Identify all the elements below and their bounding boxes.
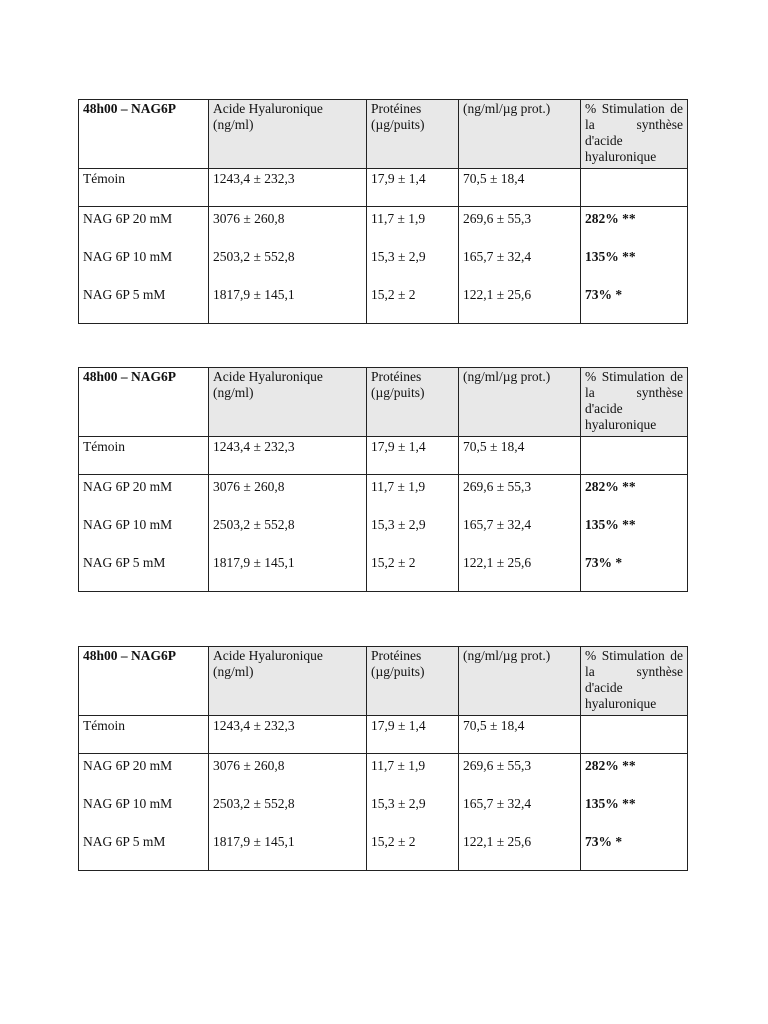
treatment-proteins: 15,3 ± 2,9 bbox=[371, 249, 426, 264]
control-row bbox=[79, 716, 688, 754]
treatment-name: NAG 6P 10 mM bbox=[83, 517, 173, 532]
treatment-hyaluronic-acid: 1817,9 ± 145,1 bbox=[213, 287, 295, 302]
control-row bbox=[79, 437, 688, 475]
treatment-ratio: 122,1 ± 25,6 bbox=[463, 555, 532, 570]
condition-label: 48h00 – NAG6P bbox=[79, 647, 209, 716]
treatment-name: NAG 6P 5 mM bbox=[83, 287, 166, 302]
treatment-stimulation: 73% * bbox=[585, 834, 623, 849]
treatment-rows bbox=[79, 207, 688, 324]
control-hyaluronic-acid: 1243,4 ± 232,3 bbox=[209, 437, 367, 475]
header-proteins: Protéines (µg/puits) bbox=[367, 100, 459, 169]
header-stimulation: % Stimulation de la synthèse d'acide hyaluronique bbox=[581, 647, 688, 716]
control-ratio: 70,5 ± 18,4 bbox=[459, 716, 581, 754]
treatment-proteins: 11,7 ± 1,9 bbox=[371, 479, 426, 494]
treatment-name: NAG 6P 20 mM bbox=[83, 479, 173, 494]
condition-label: 48h00 – NAG6P bbox=[79, 368, 209, 437]
header-stimulation: % Stimulation de la synthèse d'acide hyaluronique bbox=[581, 368, 688, 437]
header-stimulation: % Stimulation de la synthèse d'acide hyaluronique bbox=[581, 100, 688, 169]
treatment-hyaluronic-acid: 3076 ± 260,8 bbox=[213, 479, 285, 494]
results-table-1 bbox=[78, 99, 688, 324]
treatment-hyaluronic-acid: 2503,2 ± 552,8 bbox=[213, 796, 295, 811]
control-stimulation bbox=[581, 716, 688, 754]
treatment-name: NAG 6P 20 mM bbox=[83, 211, 173, 226]
results-table-3 bbox=[78, 646, 688, 871]
control-ratio: 70,5 ± 18,4 bbox=[459, 437, 581, 475]
control-name: Témoin bbox=[79, 169, 209, 207]
control-hyaluronic-acid: 1243,4 ± 232,3 bbox=[209, 716, 367, 754]
results-table-2 bbox=[78, 367, 688, 592]
header-proteins: Protéines (µg/puits) bbox=[367, 368, 459, 437]
control-hyaluronic-acid: 1243,4 ± 232,3 bbox=[209, 169, 367, 207]
header-ratio: (ng/ml/µg prot.) bbox=[459, 368, 581, 437]
treatment-ratio: 165,7 ± 32,4 bbox=[463, 517, 532, 532]
treatment-hyaluronic-acid: 1817,9 ± 145,1 bbox=[213, 555, 295, 570]
treatment-proteins: 15,3 ± 2,9 bbox=[371, 517, 426, 532]
treatment-proteins: 11,7 ± 1,9 bbox=[371, 758, 426, 773]
treatment-rows bbox=[79, 754, 688, 871]
treatment-name: NAG 6P 10 mM bbox=[83, 796, 173, 811]
header-proteins: Protéines (µg/puits) bbox=[367, 647, 459, 716]
treatment-hyaluronic-acid: 2503,2 ± 552,8 bbox=[213, 517, 295, 532]
control-stimulation bbox=[581, 437, 688, 475]
treatment-stimulation: 282% ** bbox=[585, 758, 636, 773]
treatment-proteins: 11,7 ± 1,9 bbox=[371, 211, 426, 226]
control-proteins: 17,9 ± 1,4 bbox=[367, 169, 459, 207]
treatment-proteins: 15,2 ± 2 bbox=[371, 555, 416, 570]
treatment-hyaluronic-acid: 3076 ± 260,8 bbox=[213, 211, 285, 226]
treatment-proteins: 15,2 ± 2 bbox=[371, 287, 416, 302]
treatment-proteins: 15,2 ± 2 bbox=[371, 834, 416, 849]
treatment-stimulation: 135% ** bbox=[585, 517, 636, 532]
table-header-row bbox=[79, 100, 688, 169]
control-row bbox=[79, 169, 688, 207]
header-hyaluronic-acid: Acide Hyaluronique (ng/ml) bbox=[209, 368, 367, 437]
treatment-hyaluronic-acid: 2503,2 ± 552,8 bbox=[213, 249, 295, 264]
treatment-name: NAG 6P 5 mM bbox=[83, 555, 166, 570]
table-header-row bbox=[79, 368, 688, 437]
treatment-ratio: 269,6 ± 55,3 bbox=[463, 479, 532, 494]
condition-label: 48h00 – NAG6P bbox=[79, 100, 209, 169]
treatment-name: NAG 6P 20 mM bbox=[83, 758, 173, 773]
treatment-stimulation: 282% ** bbox=[585, 211, 636, 226]
header-ratio: (ng/ml/µg prot.) bbox=[459, 647, 581, 716]
control-proteins: 17,9 ± 1,4 bbox=[367, 437, 459, 475]
treatment-ratio: 165,7 ± 32,4 bbox=[463, 249, 532, 264]
treatment-ratio: 269,6 ± 55,3 bbox=[463, 211, 532, 226]
treatment-stimulation: 73% * bbox=[585, 555, 623, 570]
header-hyaluronic-acid: Acide Hyaluronique (ng/ml) bbox=[209, 100, 367, 169]
treatment-name: NAG 6P 5 mM bbox=[83, 834, 166, 849]
treatment-rows bbox=[79, 475, 688, 592]
table-header-row bbox=[79, 647, 688, 716]
header-ratio: (ng/ml/µg prot.) bbox=[459, 100, 581, 169]
treatment-hyaluronic-acid: 1817,9 ± 145,1 bbox=[213, 834, 295, 849]
treatment-stimulation: 135% ** bbox=[585, 796, 636, 811]
treatment-stimulation: 73% * bbox=[585, 287, 623, 302]
treatment-hyaluronic-acid: 3076 ± 260,8 bbox=[213, 758, 285, 773]
control-ratio: 70,5 ± 18,4 bbox=[459, 169, 581, 207]
treatment-name: NAG 6P 10 mM bbox=[83, 249, 173, 264]
treatment-ratio: 165,7 ± 32,4 bbox=[463, 796, 532, 811]
header-hyaluronic-acid: Acide Hyaluronique (ng/ml) bbox=[209, 647, 367, 716]
treatment-ratio: 269,6 ± 55,3 bbox=[463, 758, 532, 773]
treatment-stimulation: 135% ** bbox=[585, 249, 636, 264]
treatment-ratio: 122,1 ± 25,6 bbox=[463, 834, 532, 849]
treatment-proteins: 15,3 ± 2,9 bbox=[371, 796, 426, 811]
control-name: Témoin bbox=[79, 716, 209, 754]
control-proteins: 17,9 ± 1,4 bbox=[367, 716, 459, 754]
treatment-stimulation: 282% ** bbox=[585, 479, 636, 494]
control-stimulation bbox=[581, 169, 688, 207]
control-name: Témoin bbox=[79, 437, 209, 475]
treatment-ratio: 122,1 ± 25,6 bbox=[463, 287, 532, 302]
